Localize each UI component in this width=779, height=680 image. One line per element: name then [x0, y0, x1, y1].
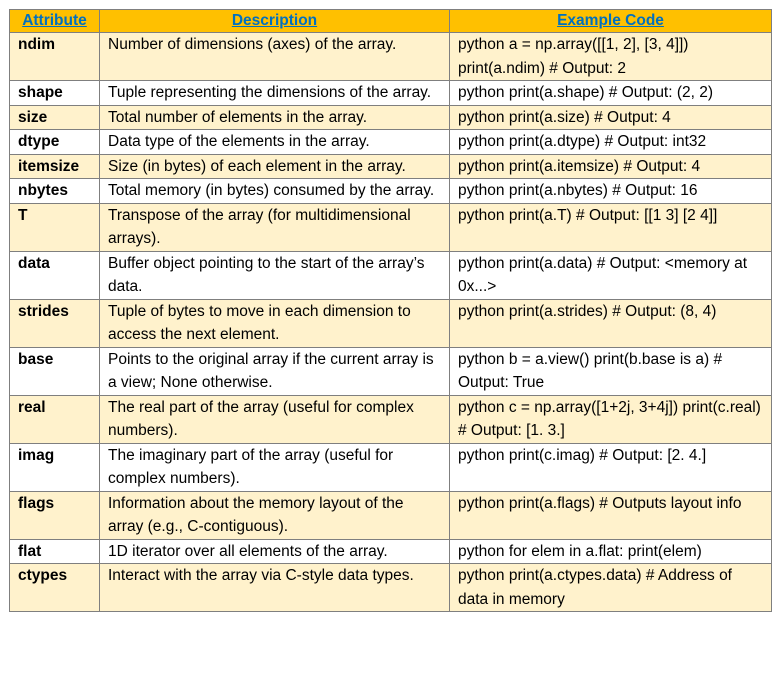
- attribute-cell: real: [10, 395, 100, 443]
- description-cell: Points to the original array if the current array is a view; None otherwise.: [100, 347, 450, 395]
- table-body: [10, 33, 772, 612]
- attribute-cell: base: [10, 347, 100, 395]
- example-code-cell: python print(a.flags) # Outputs layout info: [450, 491, 772, 539]
- table-row: [10, 443, 772, 491]
- attribute-cell: flat: [10, 539, 100, 564]
- example-code-cell: python print(a.data) # Output: <memory at 0x...>: [450, 251, 772, 299]
- attribute-cell: itemsize: [10, 154, 100, 179]
- example-code-cell: python print(a.dtype) # Output: int32: [450, 130, 772, 155]
- table-row: [10, 179, 772, 204]
- example-code-cell: python print(c.imag) # Output: [2. 4.]: [450, 443, 772, 491]
- attribute-cell: T: [10, 203, 100, 251]
- description-cell: Transpose of the array (for multidimensional arrays).: [100, 203, 450, 251]
- attribute-cell: ndim: [10, 33, 100, 81]
- description-cell: Data type of the elements in the array.: [100, 130, 450, 155]
- table-row: [10, 154, 772, 179]
- example-code-cell: python a = np.array([[1, 2], [3, 4]]) print(a.ndim) # Output: 2: [450, 33, 772, 81]
- header-attribute: Attribute: [10, 10, 100, 33]
- table-row: [10, 564, 772, 612]
- example-code-cell: python for elem in a.flat: print(elem): [450, 539, 772, 564]
- description-cell: Buffer object pointing to the start of the array’s data.: [100, 251, 450, 299]
- description-cell: Number of dimensions (axes) of the array.: [100, 33, 450, 81]
- attribute-cell: strides: [10, 299, 100, 347]
- attribute-cell: ctypes: [10, 564, 100, 612]
- example-code-cell: python print(a.nbytes) # Output: 16: [450, 179, 772, 204]
- description-cell: Tuple representing the dimensions of the array.: [100, 81, 450, 106]
- example-code-cell: python print(a.strides) # Output: (8, 4): [450, 299, 772, 347]
- table-row: [10, 130, 772, 155]
- table-row: [10, 33, 772, 81]
- description-cell: 1D iterator over all elements of the array.: [100, 539, 450, 564]
- description-cell: Tuple of bytes to move in each dimension to access the next element.: [100, 299, 450, 347]
- attributes-table: [9, 9, 772, 612]
- table-row: [10, 203, 772, 251]
- table-row: [10, 299, 772, 347]
- header-description: Description: [100, 10, 450, 33]
- table-row: [10, 251, 772, 299]
- description-cell: Size (in bytes) of each element in the array.: [100, 154, 450, 179]
- table-row: [10, 491, 772, 539]
- attribute-cell: imag: [10, 443, 100, 491]
- attribute-cell: shape: [10, 81, 100, 106]
- description-cell: Total number of elements in the array.: [100, 105, 450, 130]
- example-code-cell: python print(a.T) # Output: [[1 3] [2 4]]: [450, 203, 772, 251]
- description-cell: The imaginary part of the array (useful for complex numbers).: [100, 443, 450, 491]
- table-row: [10, 539, 772, 564]
- attribute-cell: data: [10, 251, 100, 299]
- header-example-code: Example Code: [450, 10, 772, 33]
- example-code-cell: python print(a.size) # Output: 4: [450, 105, 772, 130]
- table-row: [10, 105, 772, 130]
- example-code-cell: python print(a.ctypes.data) # Address of data in memory: [450, 564, 772, 612]
- table-row: [10, 347, 772, 395]
- example-code-cell: python print(a.shape) # Output: (2, 2): [450, 81, 772, 106]
- description-cell: Information about the memory layout of the array (e.g., C-contiguous).: [100, 491, 450, 539]
- example-code-cell: python print(a.itemsize) # Output: 4: [450, 154, 772, 179]
- attribute-cell: nbytes: [10, 179, 100, 204]
- description-cell: Total memory (in bytes) consumed by the array.: [100, 179, 450, 204]
- header-row: [10, 10, 772, 33]
- example-code-cell: python b = a.view() print(b.base is a) # Output: True: [450, 347, 772, 395]
- attribute-cell: dtype: [10, 130, 100, 155]
- description-cell: The real part of the array (useful for complex numbers).: [100, 395, 450, 443]
- description-cell: Interact with the array via C-style data types.: [100, 564, 450, 612]
- table-row: [10, 81, 772, 106]
- attribute-cell: size: [10, 105, 100, 130]
- example-code-cell: python c = np.array([1+2j, 3+4j]) print(c.real) # Output: [1. 3.]: [450, 395, 772, 443]
- table-row: [10, 395, 772, 443]
- attribute-cell: flags: [10, 491, 100, 539]
